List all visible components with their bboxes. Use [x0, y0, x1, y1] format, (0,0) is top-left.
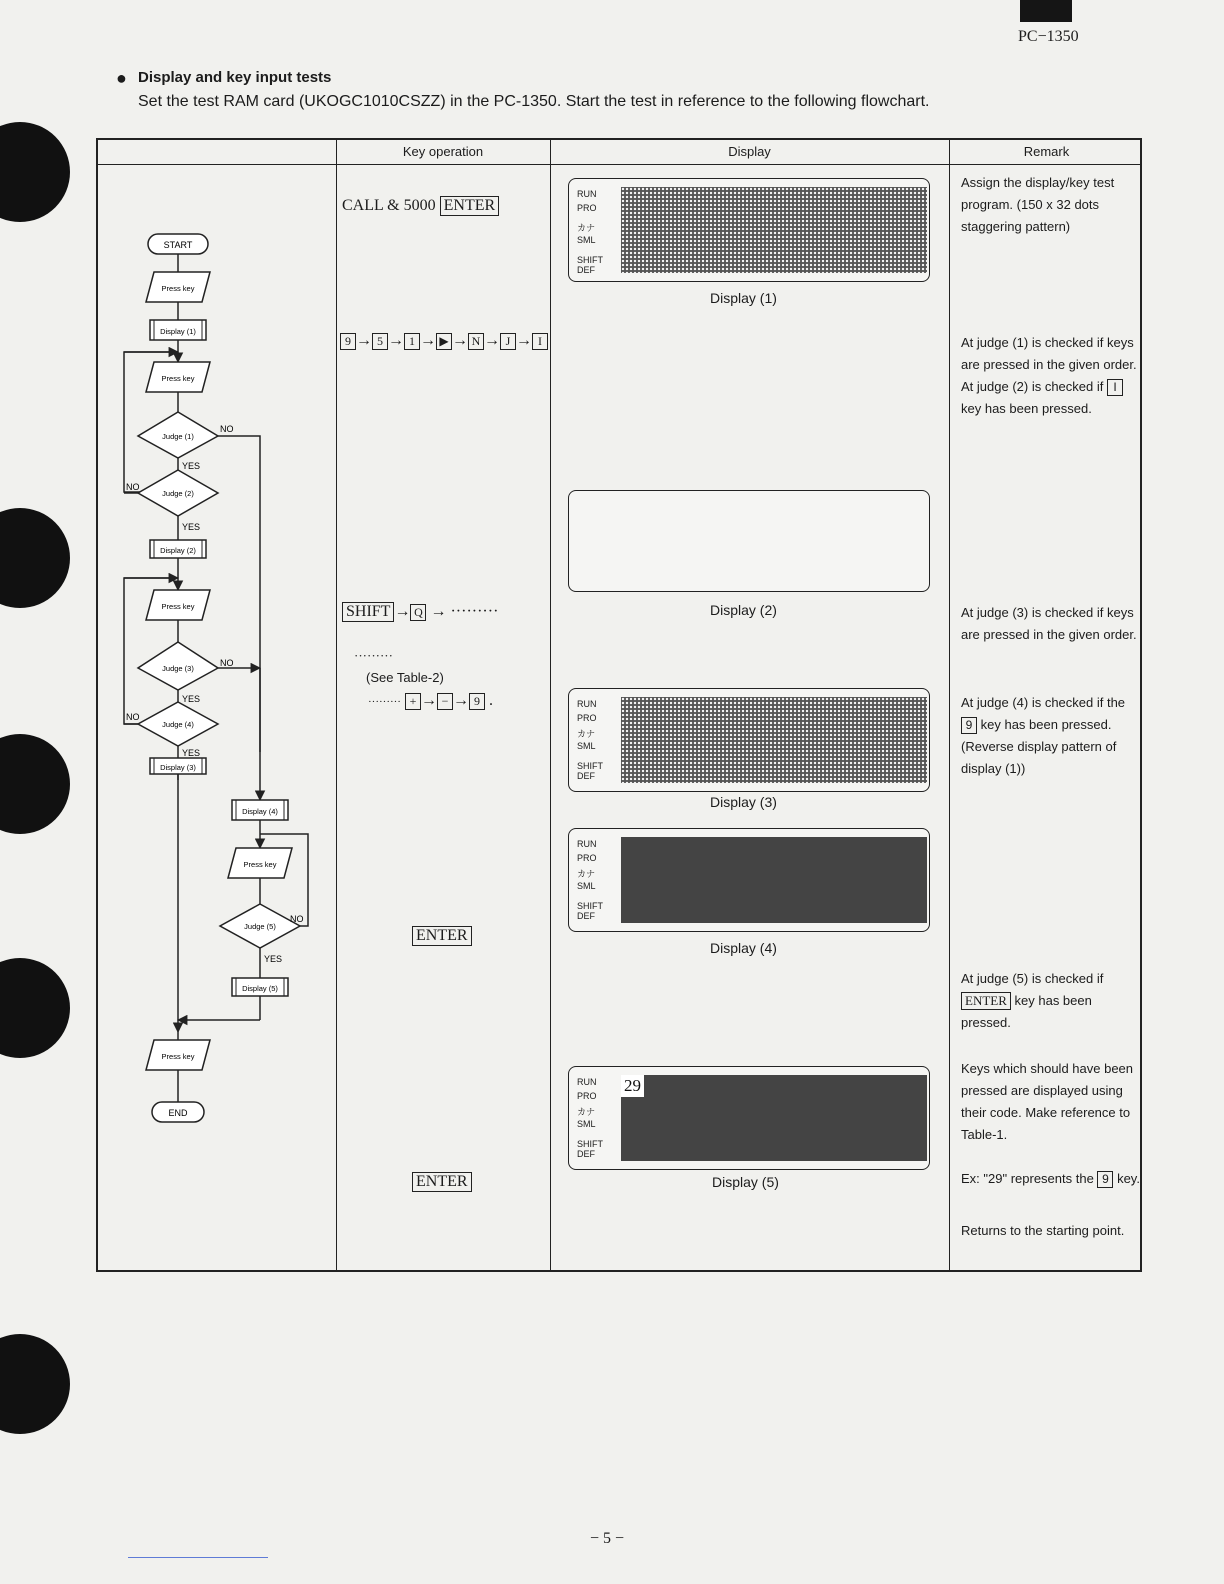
lcd-display-5 — [568, 1066, 930, 1170]
remark-judge-5 — [961, 968, 1141, 1034]
intro-text: Set the test RAM card (UKOGC1010CSZZ) in the PC-1350. Start the test in reference to the following flowchart. — [138, 93, 930, 110]
flow-end-label: END — [168, 1108, 188, 1118]
flow-no-label: NO — [126, 712, 140, 722]
key-code-readout: 29 — [621, 1075, 644, 1097]
annunciator-pro: PRO — [577, 1091, 597, 1101]
annunciator-def: DEF — [577, 911, 595, 921]
lcd-display-3 — [568, 688, 930, 792]
remark-text: key has been pressed. — [961, 401, 1092, 416]
key-cap: 9 — [340, 333, 356, 350]
flow-yes-label: YES — [182, 694, 201, 704]
annunciator-run: RUN — [577, 699, 597, 709]
annunciator-run: RUN — [577, 839, 597, 849]
heading-bullet: ● — [116, 68, 127, 88]
lcd-display-2-blank — [568, 490, 930, 592]
remark-text: key has been pressed. — [961, 993, 1092, 1030]
remark-judge-4 — [961, 692, 1141, 780]
remark-text: At judge (1) is checked if keys are pressed in the given order. At judge (2) is checked if — [961, 335, 1137, 394]
annunciator-shift: SHIFT — [577, 901, 603, 911]
flow-judge5-label: Judge (5) — [244, 922, 276, 931]
key-op-sequence-1: 9 → 5 → 1 → ▶ → N → J → I — [340, 332, 548, 350]
lcd-checker-pattern — [621, 187, 927, 273]
binder-hole — [0, 1334, 70, 1434]
key-op-call-text: CALL & 5000 — [342, 197, 436, 214]
annunciator-def: DEF — [577, 1149, 595, 1159]
header-key-operation: Key operation — [402, 144, 484, 159]
flow-display5-label: Display (5) — [242, 984, 278, 993]
key-op-enter-2 — [412, 926, 472, 946]
display-caption-3: Display (3) — [710, 794, 777, 810]
flow-no-label: NO — [220, 658, 234, 668]
key-op-shift-q: SHIFT → Q → ········· — [342, 602, 498, 622]
remark-return: Returns to the starting point. — [961, 1223, 1125, 1238]
flow-start-label: START — [163, 240, 193, 250]
flow-yes-label: YES — [182, 522, 201, 532]
annunciator-kana: カナ — [577, 1107, 596, 1117]
annunciator-kana: カナ — [577, 223, 596, 233]
lcd-checker-pattern — [621, 697, 927, 783]
annunciator-run: RUN — [577, 189, 597, 199]
flow-no-label: NO — [126, 482, 140, 492]
key-op-sequence-2: ········· + → − → 9 . — [368, 692, 493, 709]
display-caption-2: Display (2) — [710, 602, 777, 618]
key-cap: 9 — [469, 693, 485, 710]
key-cap: 9 — [961, 717, 977, 734]
model-label: PC−1350 — [1018, 28, 1079, 45]
enter-key: ENTER — [412, 1172, 472, 1192]
annunciator-shift: SHIFT — [577, 761, 603, 771]
annunciator-sml: SML — [577, 1119, 596, 1129]
flowchart — [98, 140, 336, 1270]
key-cap: J — [500, 333, 516, 350]
key-cap: 9 — [1097, 1171, 1113, 1188]
flow-press-key-label: Press key — [161, 1052, 195, 1061]
key-op-continuation: → ········· — [430, 603, 499, 620]
binder-hole — [0, 122, 70, 222]
flow-judge2-label: Judge (2) — [162, 489, 194, 498]
flow-display2-label: Display (2) — [160, 546, 196, 555]
flow-no-label: NO — [220, 424, 234, 434]
annunciator-shift: SHIFT — [577, 1139, 603, 1149]
remark-text: At judge (5) is checked if — [961, 971, 1104, 986]
binder-hole — [0, 508, 70, 608]
key-cap: 5 — [372, 333, 388, 350]
column-divider — [949, 140, 950, 1270]
remark-assign-program: Assign the display/key test program. (150 x 32 dots staggering pattern) — [961, 175, 1115, 234]
annunciator-shift: SHIFT — [577, 255, 603, 265]
flow-yes-label: YES — [182, 461, 201, 471]
flow-display3-label: Display (3) — [160, 763, 196, 772]
header-remark: Remark — [1023, 144, 1070, 159]
key-op-dots: ········· — [354, 648, 393, 663]
footer-rule — [128, 1557, 268, 1558]
corner-tab-mark — [1020, 0, 1072, 22]
remark-key-codes: Keys which should have been pressed are displayed using their code. Make reference to Table-1. — [961, 1061, 1134, 1142]
remark-judge-3: At judge (3) is checked if keys are pressed in the given order. — [961, 605, 1137, 642]
remark-text: At judge (4) is checked if the — [961, 695, 1126, 710]
flow-press-key-label: Press key — [161, 284, 195, 293]
flow-judge3-label: Judge (3) — [162, 664, 194, 673]
flow-yes-label: YES — [182, 748, 201, 758]
test-table — [96, 138, 1142, 1272]
key-cap: I — [532, 333, 548, 350]
key-cap: N — [468, 333, 484, 350]
i-key: I — [1107, 379, 1123, 396]
remark-example — [961, 1168, 1141, 1190]
annunciator-pro: PRO — [577, 203, 597, 213]
shift-key: SHIFT — [342, 602, 394, 622]
lcd-display-1 — [568, 178, 930, 282]
flow-press-key-label: Press key — [161, 374, 195, 383]
annunciator-pro: PRO — [577, 853, 597, 863]
key-cap-right-arrow: ▶ — [436, 333, 452, 350]
binder-hole — [0, 958, 70, 1058]
enter-key: ENTER — [412, 926, 472, 946]
annunciator-def: DEF — [577, 265, 595, 275]
key-op-lead-dots: ········· — [368, 696, 401, 708]
annunciator-sml: SML — [577, 235, 596, 245]
display-caption-4: Display (4) — [710, 940, 777, 956]
annunciator-run: RUN — [577, 1077, 597, 1087]
minus-key: − — [437, 693, 453, 710]
flow-press-key-label: Press key — [243, 860, 277, 869]
binder-hole — [0, 734, 70, 834]
remark-text: key. — [1117, 1171, 1140, 1186]
see-table-2: (See Table-2) — [366, 670, 444, 685]
lcd-key-code-screen — [621, 1075, 927, 1161]
flow-judge1-label: Judge (1) — [162, 432, 194, 441]
enter-key: ENTER — [440, 196, 500, 216]
display-caption-5: Display (5) — [712, 1174, 779, 1190]
remark-text: Ex: "29" represents the — [961, 1171, 1094, 1186]
plus-key: + — [405, 693, 421, 710]
flow-press-key-label: Press key — [161, 602, 195, 611]
annunciator-kana: カナ — [577, 869, 596, 879]
flow-yes-label: YES — [264, 954, 283, 964]
display-caption-1: Display (1) — [710, 290, 777, 306]
flow-display4-label: Display (4) — [242, 807, 278, 816]
key-op-enter-3 — [412, 1172, 472, 1192]
flow-judge4-label: Judge (4) — [162, 720, 194, 729]
lcd-display-4 — [568, 828, 930, 932]
page-number: − 5 − — [590, 1530, 625, 1547]
annunciator-pro: PRO — [577, 713, 597, 723]
key-op-period: . — [488, 692, 493, 709]
enter-key: ENTER — [961, 992, 1011, 1010]
q-key: Q — [410, 604, 426, 621]
key-cap: 1 — [404, 333, 420, 350]
annunciator-def: DEF — [577, 771, 595, 781]
remark-text: key has been pressed. (Reverse display pattern of display (1)) — [961, 717, 1117, 776]
annunciator-kana: カナ — [577, 729, 596, 739]
flow-display1-label: Display (1) — [160, 327, 196, 336]
key-op-call — [342, 196, 499, 216]
column-divider — [336, 140, 337, 1270]
header-display: Display — [728, 144, 771, 159]
annunciator-sml: SML — [577, 741, 596, 751]
lcd-all-dark — [621, 837, 927, 923]
remark-judge-1-2 — [961, 332, 1141, 420]
annunciator-sml: SML — [577, 881, 596, 891]
section-heading: Display and key input tests — [138, 69, 332, 86]
column-divider — [550, 140, 551, 1270]
flow-no-label: NO — [290, 914, 304, 924]
